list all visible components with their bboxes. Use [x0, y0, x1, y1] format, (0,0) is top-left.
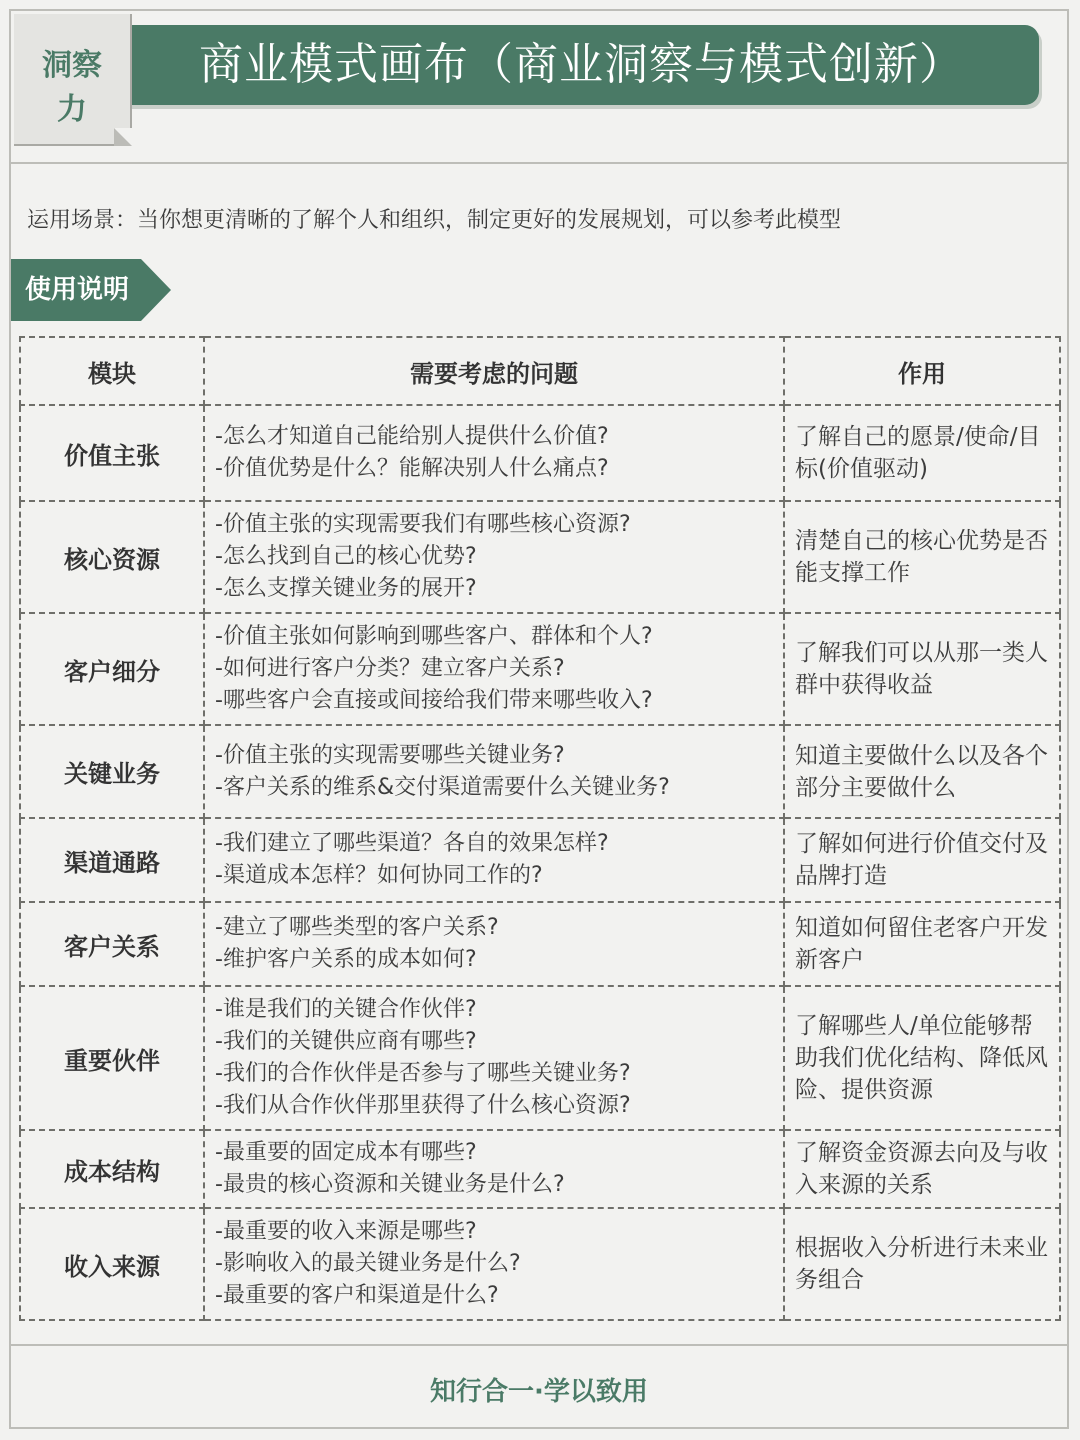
question-line: -建立了哪些类型的客户关系?: [215, 915, 499, 940]
page-title: 商业模式画布（商业洞察与模式创新）: [199, 39, 964, 90]
header: [11, 11, 1067, 166]
use-cell: 了解我们可以从那一类人群中获得收益: [784, 613, 1060, 725]
question-line: -最重要的收入来源是哪些?: [215, 1219, 477, 1244]
page-frame: [9, 9, 1069, 1429]
usage-scenario: 运用场景：当你想更清晰的了解个人和组织，制定更好的发展规划，可以参考此模型: [27, 208, 842, 233]
use-cell: 知道如何留住老客户开发新客户: [784, 902, 1060, 986]
question-line: -价值主张的实现需要我们有哪些核心资源?: [215, 512, 631, 537]
question-line: -我们的关键供应商有哪些?: [215, 1029, 477, 1054]
module-cell: 客户关系: [20, 902, 204, 986]
table-row: [20, 902, 1060, 986]
module-cell: 重要伙伴: [20, 986, 204, 1130]
header-module: 模块: [20, 337, 204, 405]
insight-badge: [14, 14, 132, 146]
question-line: -我们的合作伙伴是否参与了哪些关键业务?: [215, 1061, 631, 1086]
badge-label-line1: 洞察: [42, 48, 102, 83]
use-cell: 了解资金资源去向及与收入来源的关系: [784, 1130, 1060, 1208]
module-cell: 关键业务: [20, 725, 204, 818]
table-row: [20, 818, 1060, 902]
arrow-tip-icon: [141, 259, 171, 321]
questions-cell: [204, 613, 784, 725]
title-banner: [129, 25, 1039, 105]
module-cell: 价值主张: [20, 405, 204, 501]
header-divider: [11, 162, 1067, 164]
question-line: -价值主张的实现需要哪些关键业务?: [215, 742, 565, 768]
table-row: [20, 986, 1060, 1130]
question-line: -怎么找到自己的核心优势?: [215, 544, 477, 569]
page-fold-icon: [114, 128, 132, 146]
business-model-table: [19, 336, 1061, 1321]
table-row: [20, 725, 1060, 818]
table-body: [20, 405, 1060, 1320]
table-row: [20, 405, 1060, 501]
module-cell: 渠道通路: [20, 818, 204, 902]
question-line: -渠道成本怎样？如何协同工作的?: [215, 863, 543, 888]
use-cell: 了解如何进行价值交付及品牌打造: [784, 818, 1060, 902]
footer-slogan: 知行合一·学以致用: [430, 1377, 648, 1407]
table-header-row: [20, 337, 1060, 405]
table-row: [20, 613, 1060, 725]
questions-cell: [204, 501, 784, 613]
question-line: -我们建立了哪些渠道？各自的效果怎样?: [215, 831, 609, 856]
questions-cell: [204, 986, 784, 1130]
question-line: -谁是我们的关键合作伙伴?: [215, 997, 477, 1022]
section-tag: [11, 259, 173, 321]
question-line: -最重要的客户和渠道是什么?: [215, 1283, 499, 1308]
questions-cell: [204, 1130, 784, 1208]
questions-cell: [204, 902, 784, 986]
questions-cell: [204, 1208, 784, 1320]
table-row: [20, 1130, 1060, 1208]
question-line: -哪些客户会直接或间接给我们带来哪些收入?: [215, 688, 653, 713]
questions-cell: [204, 725, 784, 818]
section-tag-label: 使用说明: [25, 275, 130, 305]
module-cell: 收入来源: [20, 1208, 204, 1320]
question-line: -最贵的核心资源和关键业务是什么?: [215, 1172, 565, 1197]
question-line: -价值主张如何影响到哪些客户、群体和个人?: [215, 624, 653, 649]
badge-label: [14, 44, 130, 132]
badge-label-line2: 力: [57, 92, 87, 127]
module-cell: 成本结构: [20, 1130, 204, 1208]
question-line: -最重要的固定成本有哪些?: [215, 1140, 477, 1165]
table-row: [20, 501, 1060, 613]
question-line: -如何进行客户分类？建立客户关系?: [215, 656, 565, 681]
use-cell: 了解自己的愿景/使命/目标(价值驱动): [784, 405, 1060, 501]
use-cell: 知道主要做什么以及各个部分主要做什么: [784, 725, 1060, 818]
question-line: -我们从合作伙伴那里获得了什么核心资源?: [215, 1093, 631, 1118]
module-cell: 客户细分: [20, 613, 204, 725]
use-cell: 了解哪些人/单位能够帮助我们优化结构、降低风险、提供资源: [784, 986, 1060, 1130]
question-line: -影响收入的最关键业务是什么?: [215, 1251, 521, 1276]
question-line: -怎么才知道自己能给别人提供什么价值?: [215, 424, 609, 449]
module-cell: 核心资源: [20, 501, 204, 613]
question-line: -价值优势是什么？能解决别人什么痛点?: [215, 456, 609, 481]
questions-cell: [204, 818, 784, 902]
use-cell: 根据收入分析进行未来业务组合: [784, 1208, 1060, 1320]
questions-cell: [204, 405, 784, 501]
question-line: -维护客户关系的成本如何?: [215, 947, 477, 972]
footer-divider: [11, 1344, 1067, 1346]
table-row: [20, 1208, 1060, 1320]
question-line: -客户关系的维系&交付渠道需要什么关键业务?: [215, 774, 670, 800]
use-cell: 清楚自己的核心优势是否能支撑工作: [784, 501, 1060, 613]
question-line: -怎么支撑关键业务的展开?: [215, 576, 477, 601]
header-questions: 需要考虑的问题: [204, 337, 784, 405]
header-use: 作用: [784, 337, 1060, 405]
